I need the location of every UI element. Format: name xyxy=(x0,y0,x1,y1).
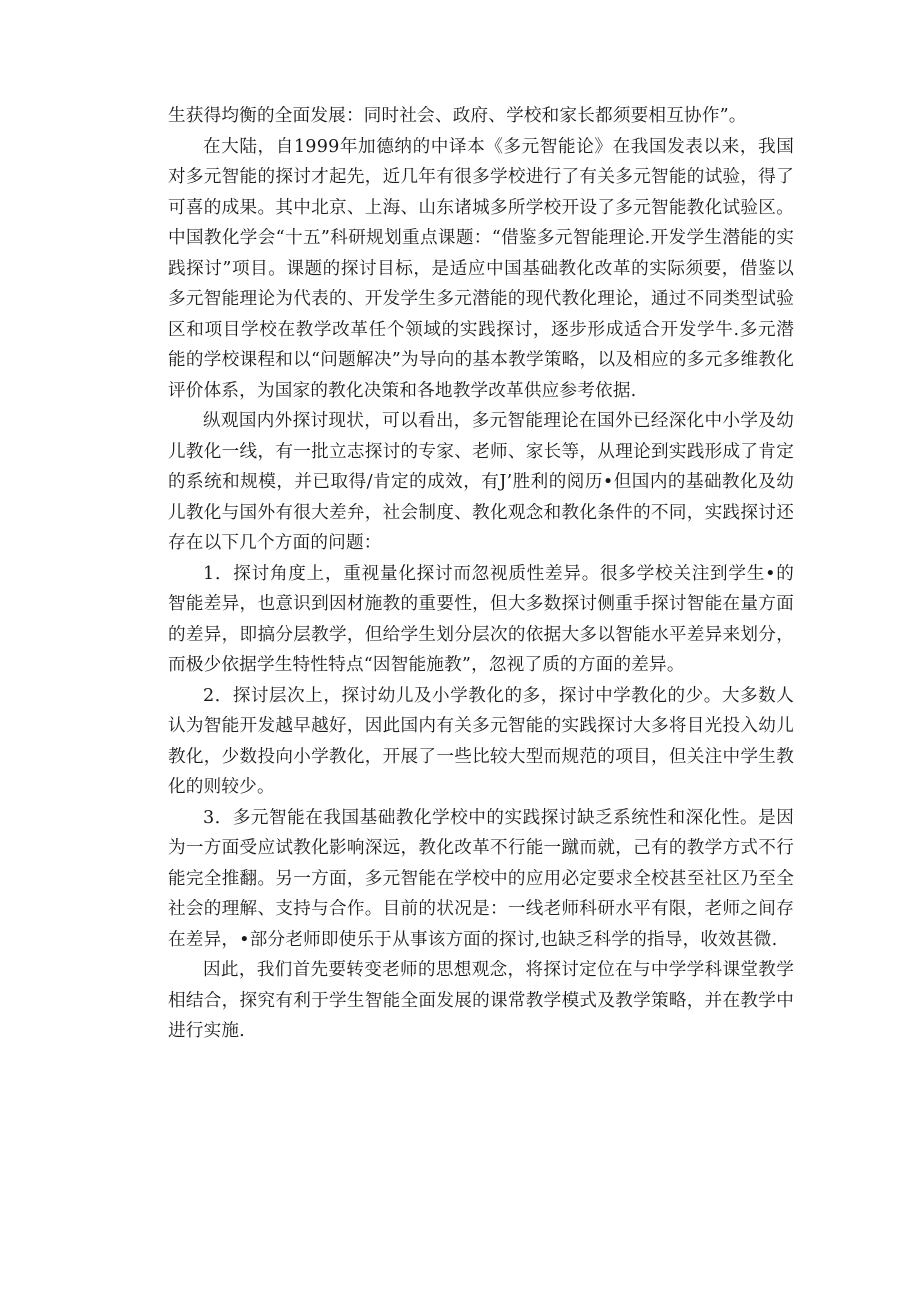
paragraph-conclusion: 因此，我们首先要转变老师的思想观念，将探讨定位在与中学学科课堂教学相结合，探究有利于学生智能全面发展的课常教学模式及教学策略，并在教学中进行实施. xyxy=(168,960,794,1041)
paragraph-issue-1: 1．探讨角度上，重视量化探讨而忽视质性差异。很多学校关注到学生•的智能差异，也意识到因材施教的重要性，但大多数探讨侧重手探讨智能在量方面的差异，即搞分层教学，但给学生划分层次的依据大多以智能水平差异来划分，而极少依据学生特性特点“因智能施教”，忽视了质的方面的差异。 xyxy=(168,563,794,675)
body-text xyxy=(168,101,794,1047)
paragraph-mainland-research: 在大陆，自1999年加德纳的中译本《多元智能论》在我国发表以来，我国对多元智能的探讨才起先，近几年有很多学校进行了有关多元智能的试验，得了可喜的成果。其中北京、上海、山东诸城多所学校开设了多元智能教化试验区。中国教化学会“十五”科研规划重点课题：“借鉴多元智能理论.开发学生潜能的实践探讨”项目。课题的探讨目标，是适应中国基础教化改革的实际须要，借鉴以多元智能理论为代表的、开发学生多元潜能的现代教化理论，通过不同类型试验区和项目学校在教学改革任个领域的实践探讨，逐步形成适合开发学牛.多元潜能的学校课程和以“问题解决”为导向的基本教学策略，以及相应的多元多维教化评价体系，为国家的教化决策和各地教学改革供应参考依据. xyxy=(168,136,794,401)
paragraph-issue-2: 2．探讨层次上，探讨幼儿及小学教化的多，探讨中学教化的少。大多数人认为智能开发越早越好，因此国内有关多元智能的实践探讨大多将目光投入幼儿教化，少数投向小学教化，开展了一些比较大型而规范的项目，但关注中学生教化的则较少。 xyxy=(168,685,794,797)
paragraph-issue-3: 3．多元智能在我国基础教化学校中的实践探讨缺乏系统性和深化性。是因为一方面受应试教化影响深远，教化改革不行能一蹴而就，己有的教学方式不行能完全推翻。另一方面，多元智能在学校中的应用必定要求全校甚至社区乃至全社会的理解、支持与合作。目前的状况是：一线老师科研水平有限，老师之间存在差异，•部分老师即使乐于从事该方面的探讨,也缺乏科学的指导，收效甚微. xyxy=(168,807,794,950)
paragraph-research-status: 纵观国内外探讨现状，可以看出，多元智能理论在国外已经深化中小学及幼儿教化一线，有一批立志探讨的专家、老师、家长等，从理论到实践形成了肯定的系统和规模，并已取得/肯定的成效，有J’胜利的阅历•但国内的基础教化及幼儿教化与国外有很大差弁，社会制度、教化观念和教化条件的不同，实践探讨还存在以下几个方面的问题： xyxy=(168,411,794,553)
paragraph-continuation: 生获得均衡的全面发展：同时社会、政府、学校和家长都须要相互协作”。 xyxy=(168,106,747,126)
